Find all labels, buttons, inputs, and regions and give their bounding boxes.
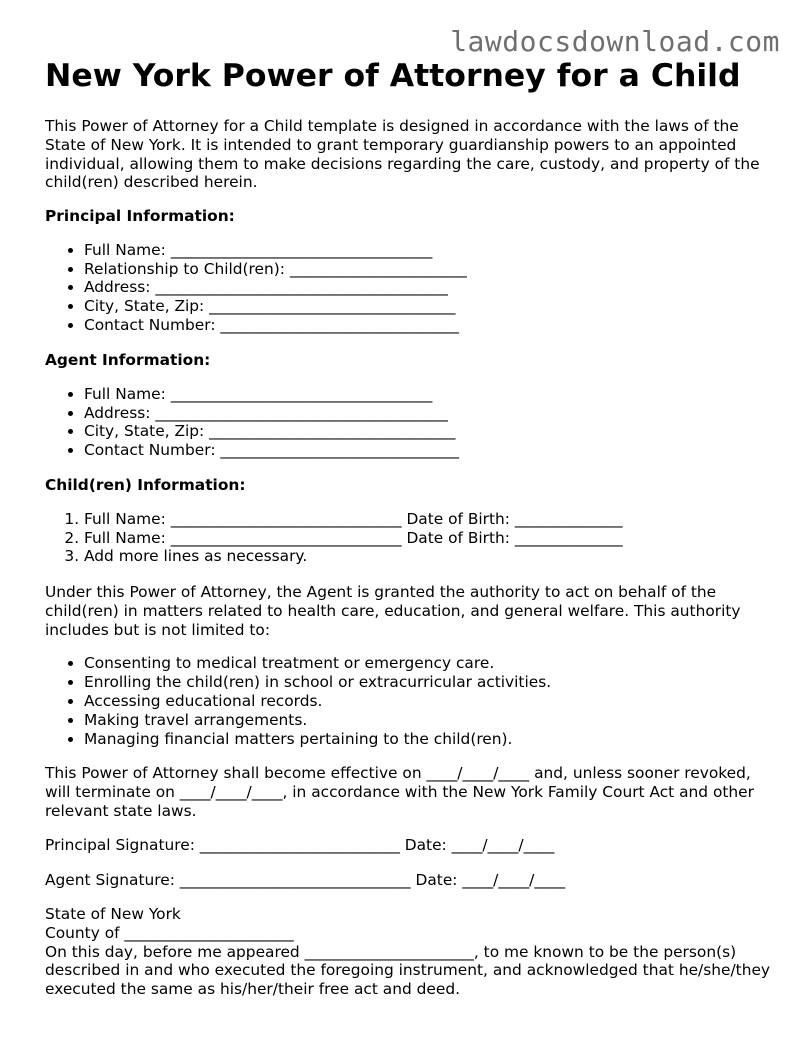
notary-state: State of New York	[45, 905, 181, 923]
children-heading: Child(ren) Information:	[45, 476, 246, 494]
principal-list	[45, 241, 775, 335]
principal-full-name: • Full Name: __________________________________	[84, 241, 775, 260]
authority-item-medical: • Consenting to medical treatment or emergency care.	[84, 654, 775, 673]
child-1: 1. Full Name: ______________________________ Date of Birth: ______________	[84, 510, 775, 529]
agent-address: • Address: ______________________________________	[84, 404, 775, 423]
principal-relationship: • Relationship to Child(ren): _______________________	[84, 260, 775, 279]
principal-signature-line: Principal Signature: __________________________ Date: ____/____/____	[45, 836, 555, 854]
notary-section	[45, 905, 775, 999]
authority-item-school: • Enrolling the child(ren) in school or extracurricular activities.	[84, 673, 775, 692]
principal-address: • Address: ______________________________________	[84, 278, 775, 297]
agent-signature-line: Agent Signature: ______________________________ Date: ____/____/____	[45, 871, 566, 889]
authority-list	[45, 654, 775, 748]
agent-section	[45, 351, 775, 460]
authority-item-records: • Accessing educational records.	[84, 692, 775, 711]
agent-city-state-zip: • City, State, Zip: ________________________________	[84, 422, 775, 441]
authority-section	[45, 583, 775, 748]
effective-paragraph: This Power of Attorney shall become effective on ____/____/____ and, unless sooner revoked, will terminate on ____/____/____, in accordance with the New York Family Court Act and other relevant state laws.	[45, 764, 754, 820]
page-title: New York Power of Attorney for a Child	[45, 58, 741, 94]
notary-text: On this day, before me appeared ______________________, to me known to be the person(s) described in and who executed the foregoing instrument, and acknowledged that he/she/they executed the same as his/her/their free act and deed.	[45, 942, 771, 999]
agent-contact-number: • Contact Number: _______________________________	[84, 441, 775, 460]
authority-item-travel: • Making travel arrangements.	[84, 711, 775, 730]
child-more-lines: 3. Add more lines as necessary.	[84, 547, 775, 566]
children-list	[45, 510, 775, 566]
watermark: lawdocsdownload.com	[450, 25, 780, 58]
intro-paragraph: This Power of Attorney for a Child template is designed in accordance with the laws of the State of New York. It is intended to grant temporary guardianship powers to an appointed individual, allowing them to make decisions regarding the care, custody, and property of the child(ren) described herein.	[45, 117, 760, 192]
agent-heading: Agent Information:	[45, 351, 211, 369]
children-section	[45, 476, 775, 566]
principal-heading: Principal Information:	[45, 207, 235, 225]
notary-county: County of ______________________	[45, 923, 294, 942]
agent-full-name: • Full Name: __________________________________	[84, 385, 775, 404]
authority-item-financial: • Managing financial matters pertaining to the child(ren).	[84, 730, 775, 749]
principal-city-state-zip: • City, State, Zip: ________________________________	[84, 297, 775, 316]
child-2: 2. Full Name: ______________________________ Date of Birth: ______________	[84, 529, 775, 548]
principal-contact-number: • Contact Number: _______________________________	[84, 316, 775, 335]
authority-text: Under this Power of Attorney, the Agent is granted the authority to act on behalf of the child(ren) in matters related to health care, education, and general welfare. This authority includes but is not limited to:	[45, 583, 741, 639]
principal-section	[45, 207, 775, 335]
agent-list	[45, 385, 775, 460]
